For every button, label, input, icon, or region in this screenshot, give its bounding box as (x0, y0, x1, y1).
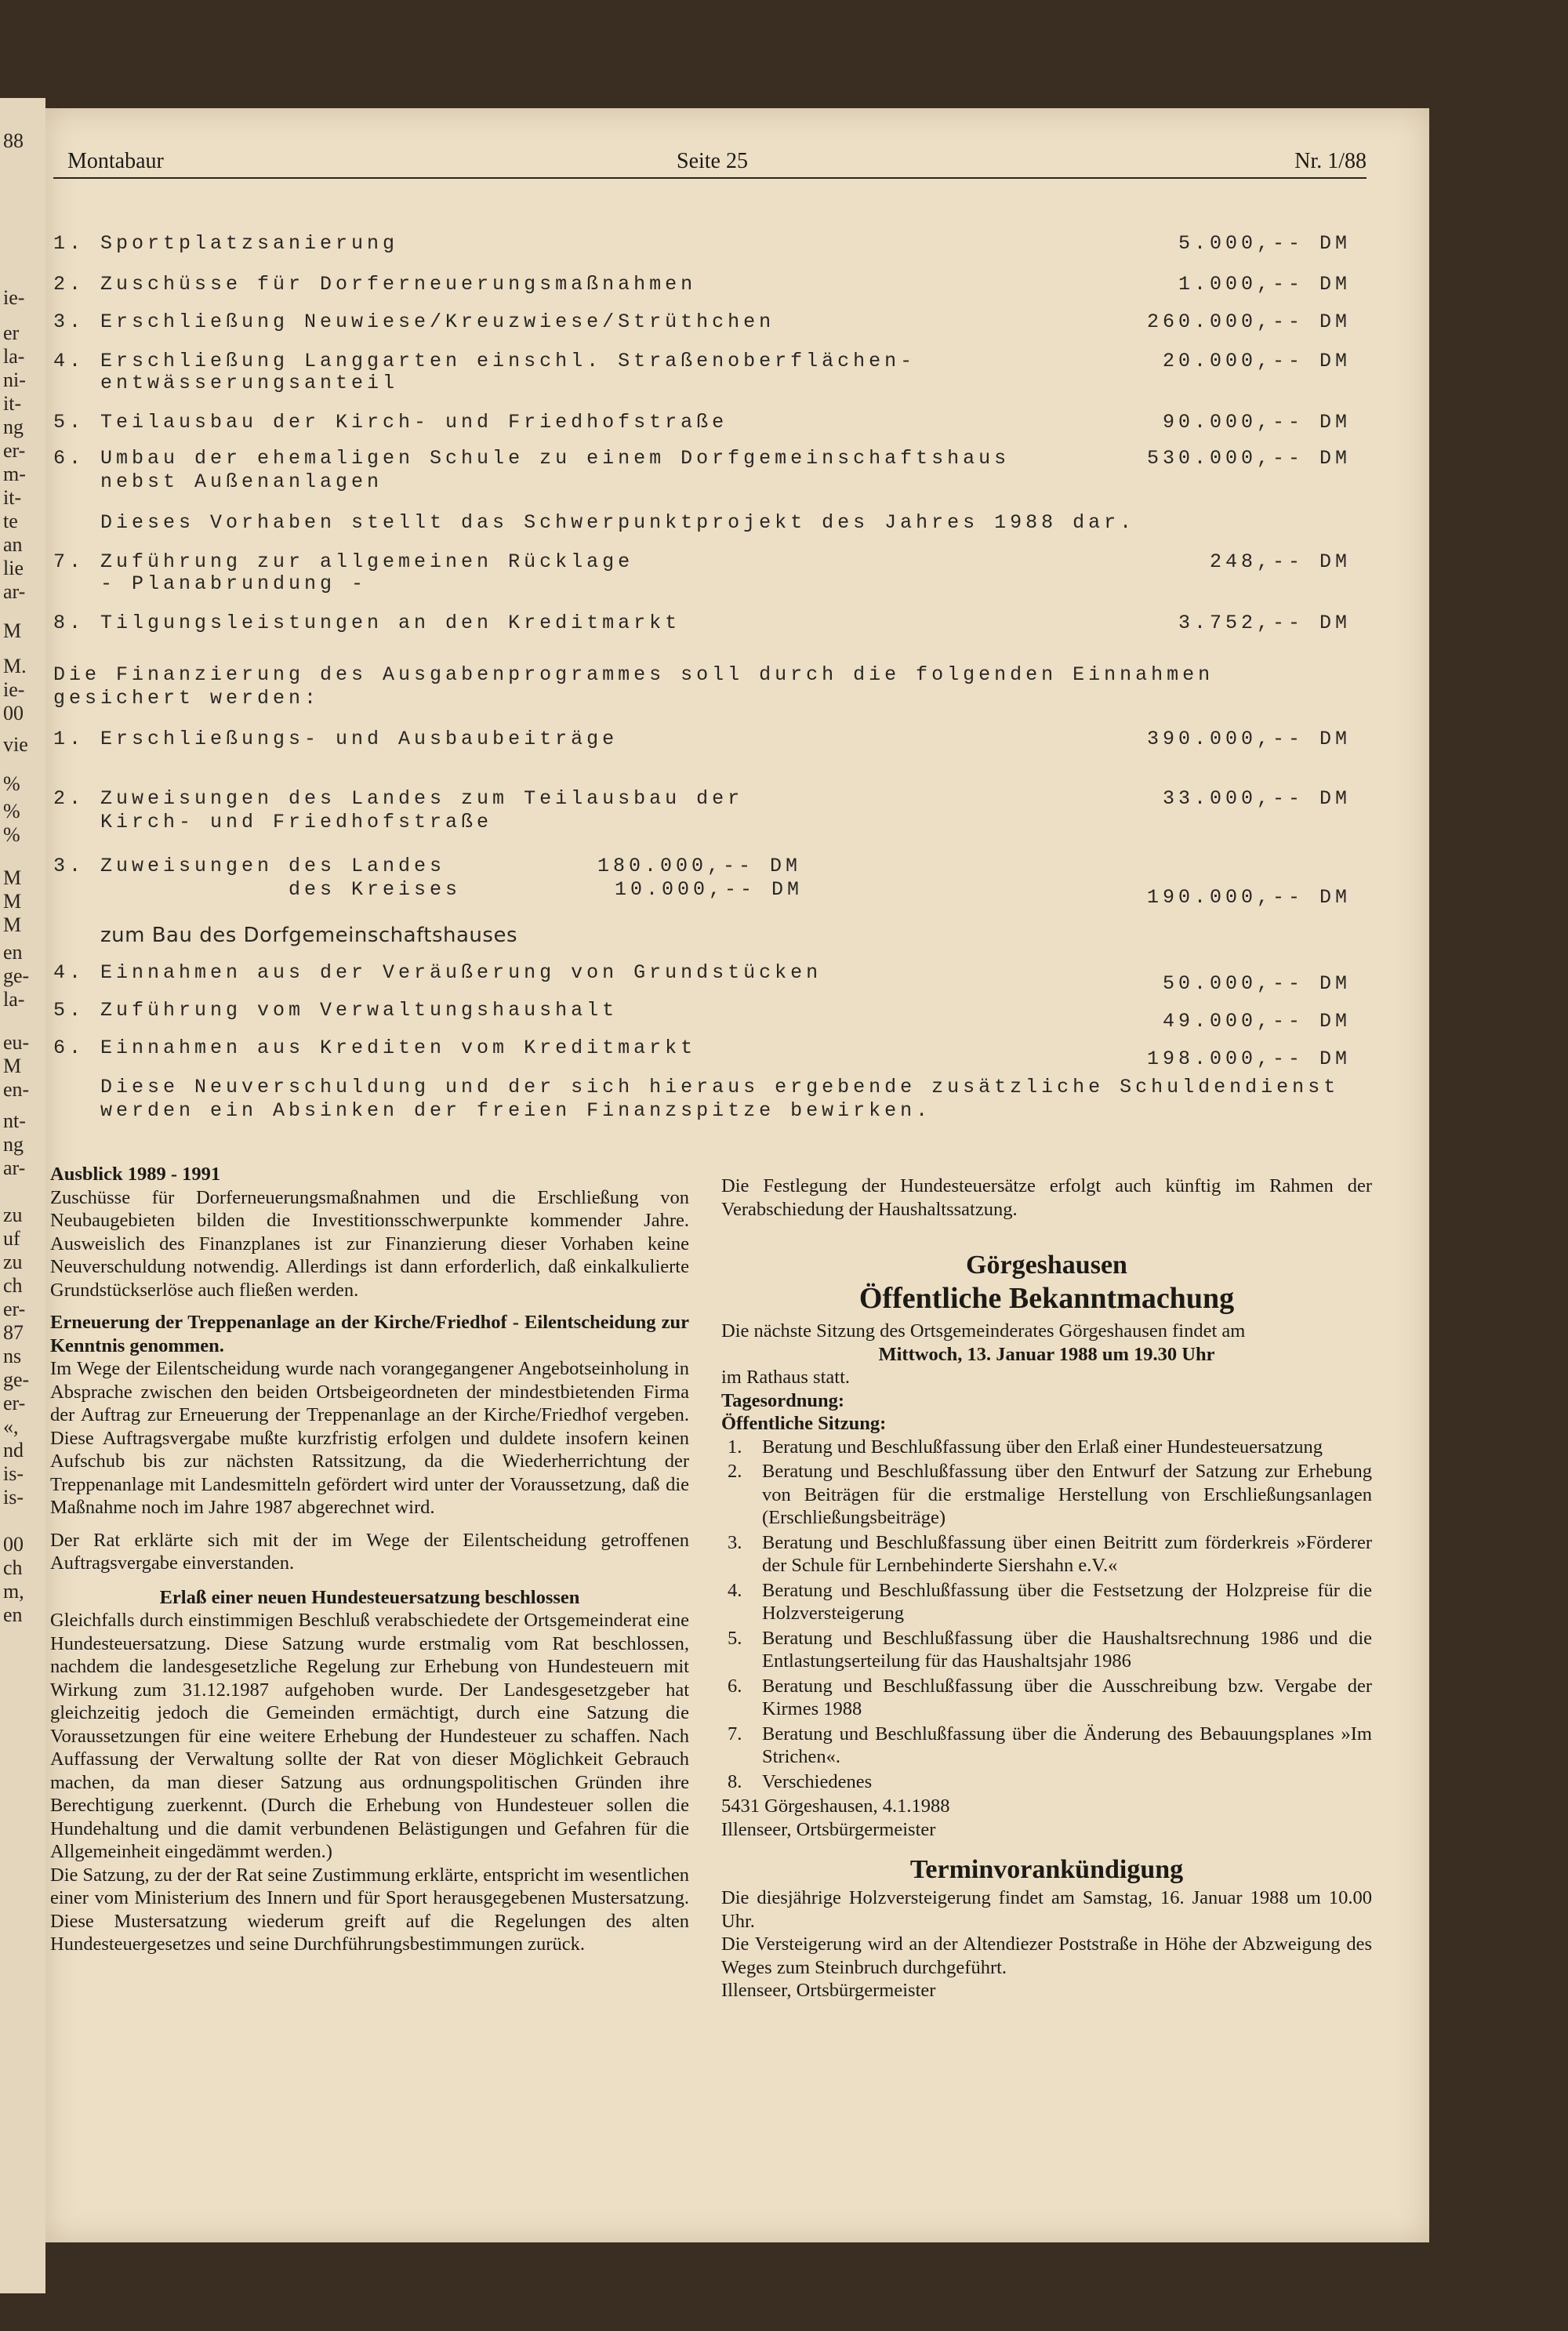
adjacent-page-fragment: is- (3, 1462, 24, 1485)
header-town: Montabaur (67, 149, 164, 173)
adjacent-page-fragment: zu (3, 1204, 23, 1226)
adjacent-page-fragment: nd (3, 1439, 24, 1461)
adjacent-page-fragment: 00 (3, 1533, 24, 1556)
paragraph: Der Rat erklärte sich mit der im Wege der Eilentscheidung getroffenen Auftragsvergabe einverstanden. (50, 1529, 689, 1574)
paragraph: Zuschüsse für Dorferneuerungsmaßnahmen und die Erschließung von Neubaugebieten bilden die Investitionsschwerpunkte kommender Jahre. Ausweislich des Finanzplanes ist zur Finanzierung dieser Vorhaben keine Neuverschuldung notwendig. Allerdings ist dann erforderlich, daß einkalkulierte Grundstückserlöse auch fließen werden. (50, 1186, 689, 1301)
newspaper-page: Montabaur Seite 25 Nr. 1/88 1. Sportplatzsanierung 5.000,-- DM 2. Zuschüsse für Dorferneuerungsmaßnahmen 1.000,-- DM 3. Erschließung Neuwiese/Kreuzwiese/Strüthchen 260.000,-- DM 4. Erschließung Langgarten einschl. Straßenoberflächen- 20.000,-- DM entwässerungsanteil 5. Teilausbau der Kirch- und Friedhofstraße 90.000,-- DM 6. Umbau der ehemaligen Schule zu einem Dorfgemeinschaftshaus 530.000,-- DM nebst Außenanlagen Dieses Vorhaben stellt das Schwerpunktprojekt des Jahres 1988 dar. 7. Zuführung zur allgemeinen Rücklage 248,-- DM - Planabrundung - 8. Tilgungsleistungen an den Kreditmarkt 3.752,-- DM Die Finanzierung des Ausgabenprogrammes soll durch die folgenden Einnahmen gesichert werden: 1. Erschließungs- und Ausbaubeiträge 390.000,-- DM 2. Zuweisungen des Landes zum Teilausbau der 33.000,-- DM Kirch- und Friedhofstraße 3. Zuweisungen des Landes 180.000,-- DM des Kreises 10.000,-- DM 190.000,-- DM zum Bau des Dorfgemeinschaftshauses 4. Einnahmen aus der Veräußerung von Grundstücken 50.000,-- DM 5. Zuführung vom Verwaltungshaushalt 49.000,-- DM 6. Einnahmen aus Krediten vom Kreditmarkt 198.000,-- DM Diese Neuverschuldung und der sich hieraus ergebende zusätzliche Schuldendienst werden ein Absinken der freien Finanzspitze bewirken. Ausblick 1989 - 1991 Zuschüsse für Dorferneuerungsmaßnahmen und die Erschließung von Neubaugebieten bilden die Investitionsschwerpunkte kommender Jahre. Ausweislich des Finanzplanes ist zur Finanzierung dieser Vorhaben keine Neuverschuldung notwendig. Allerdings ist dann erforderlich, daß einkalkulierte Grundstückserlöse auch fließen werden. Erneuerung der Treppenanlage an der Kirche/Friedhof - Eilentscheidung zur Kenntnis genommen. Im Wege der Eilentscheidung wurde nach vorangegangener Angebotseinholung in Absprache zwischen den beiden Ortsbeigeordneten der mindestbietenden Firma der Auftrag zur Erneuerung der Treppenanlage an der Kirche/Friedhof vergeben. Diese Auftragsvergabe mußte kurzfristig erfolgen und duldete insofern keinen Aufschub bis zur nächsten Ratssitzung, da die Wiederherrichtung der Treppenanlage mit Landesmitteln gefördert wird unter der Voraussetzung, daß die Maßnahme noch im Jahre 1987 abgerechnet wird. Der Rat erklärte sich mit der im Wege der Eilentscheidung getroffenen Auftragsvergabe einverstanden. Erlaß einer neuen Hundesteuersatzung beschlossen Gleichfalls durch einstimmigen Beschluß verabschiedete der Ortsgemeinderat eine Hundesteuersatzung. Diese Satzung wurde erstmalig vom Rat beschlossen, nachdem die landesgesetzliche Regelung zur Erhebung von Hundesteuern mit Wirkung zum 31.12.1987 aufgehoben wurde. Der Landesgesetzgeber hat gleichzeitig jedoch die Gemeinden ermächtigt, durch eine Satzung die Voraussetzungen für eine weitere Erhebung der Hundesteuer zu schaffen. Nach Auffassung der Verwaltung sollte der Rat von dieser Möglichkeit Gebrauch machen, da man dieser Satzung aus ordnungspolitischen Gründen ihre Berechtigung zuerkennt. (Durch die Erhebung von Hundesteuer sollen die Hundehaltung und die damit verbundenen Belästigungen und Gefahren für die Allgemeinheit eingedämmt werden.) Die Satzung, zu der der Rat seine Zustimmung erklärte, entspricht im wesentlichen einer vom Ministerium des Innern und für Sport herausgegebenen Mustersatzung. Diese Mustersatzung wiederum greift auf die Regelungen des alten Hundesteuergesetzes und seine Durchführungsbestimmungen zurück. Die Festlegung der Hundesteuersätze erfolgt auch künftig im Rahmen der Verabschiedung der Haushaltssatzung. Görgeshausen Öffentliche Bekanntmachung Die nächste Sitzung des Ortsgemeinderates Görgeshausen findet am Mittwoch, 13. Januar 1988 um 19.30 Uhr im Rathaus statt. Tagesordnung: Öffentliche Sitzung: 1. Beratung und Beschlußfassung über den Erlaß einer Hundesteuersatzung 2. Beratung und Beschlußfassung über den Entwurf der Satzung zur Erhebung von Beiträgen für die erstmalige Herstellung von Erschließungsanlagen (Erschließungsbeiträge) 3. Beratung und Beschlußfassung über einen Beitritt zum förderkreis »Förderer der Schule für Lernbehinderte Siershahn e.V.« 4. Beratung und Beschlußfassung über die Festsetzung der Holzpreise für die Holzversteigerung 5. Beratung und Beschlußfassung über die Haushaltsrechnung 1986 und die Entlastungserteilung für das Haushaltsjahr 1986 6. Beratung und Beschlußfassung über die Ausschreibung bzw. Vergabe der Kirmes 1988 7. Beratung und Beschlußfassung über die Änderung des Bebauungsplanes »Im Strichen«. 8. Verschiedenes 5431 Görgeshausen, 4.1.1988 Illenseer, Ortsbürgermeister Terminvorankündigung Die diesjährige Holzversteigerung findet am Samstag, 16. Januar 1988 um 10.00 Uhr. Die Versteigerung wird an der Altendiezer Poststraße in Höhe der Abzweigung des Weges zum Steinbruch durchgeführt. Illenseer, Ortsbürgermeister (45, 108, 1429, 2242)
right-column (721, 1175, 1372, 2012)
signature-name: Illenseer, Ortsbürgermeister (721, 1980, 936, 2001)
adjacent-page-fragment: ns (3, 1345, 22, 1367)
adjacent-page-fragment: en- (3, 1078, 30, 1101)
adjacent-page-fragment: ch (3, 1274, 23, 1297)
adjacent-page-fragment: ar- (3, 1156, 26, 1179)
adjacent-page-fragment: zu (3, 1251, 23, 1273)
adjacent-page-fragment: ch (3, 1556, 23, 1579)
signature-place-date: 5431 Görgeshausen, 4.1.1988 (721, 1795, 950, 1817)
adjacent-page-fragment: % (3, 800, 20, 822)
adjacent-page-fragment: te (3, 510, 18, 532)
meeting-date: Mittwoch, 13. Januar 1988 um 19.30 Uhr (878, 1343, 1215, 1365)
agenda-item: 2. Beratung und Beschlußfassung über den Entwurf der Satzung zur Erhebung von Beiträgen für die erstmalige Herstellung von Erschließungsanlagen (Erschließungsbeiträge) (728, 1461, 1372, 1528)
adjacent-page-fragment: 00 (3, 702, 24, 724)
paragraph: Im Wege der Eilentscheidung wurde nach vorangegangener Angebotseinholung in Absprache zwischen den beiden Ortsbeigeordneten der mindestbietenden Firma der Auftrag zur Erneuerung der Treppenanlage an der Kirche/Friedhof vergeben. Diese Auftragsvergabe mußte kurzfristig erfolgen und duldete insofern keinen Aufschub bis zur nächsten Ratssitzung, da die Wiederherrichtung der Treppenanlage mit Landesmitteln gefördert wird unter der Voraussetzung, daß die Maßnahme noch im Jahre 1987 abgerechnet wird. (50, 1358, 689, 1518)
adjacent-page-fragment: M (3, 1055, 22, 1077)
adjacent-page-fragment: m- (3, 463, 26, 485)
adjacent-page-fragment: % (3, 823, 20, 846)
adjacent-page-fragment: M. (3, 655, 27, 677)
adjacent-page-fragment: % (3, 772, 20, 795)
adjacent-page-fragment: er- (3, 439, 26, 462)
paragraph: Die Versteigerung wird an der Altendiezer Poststraße in Höhe der Abzweigung des Weges zum Steinbruch durchgeführt. (721, 1933, 1372, 1978)
adjacent-page-fragment: en (3, 941, 23, 964)
announcement-title: Terminvorankündigung (909, 1855, 1184, 1884)
adjacent-page-fragment: ng (3, 1133, 24, 1156)
adjacent-page-fragment: uf (3, 1227, 20, 1250)
agenda-item: 7. Beratung und Beschlußfassung über die Änderung des Bebauungsplanes »Im Strichen«. (728, 1723, 1372, 1767)
adjacent-page-fragment: ge- (3, 964, 30, 987)
page-header (53, 146, 1367, 179)
adjacent-page-fragment: la- (3, 988, 25, 1011)
agenda-list (721, 1436, 1372, 1794)
adjacent-page-fragment: M (3, 890, 22, 913)
adjacent-page-fragment: er- (3, 1392, 26, 1414)
agenda-item: 5. Beratung und Beschlußfassung über die Haushaltsrechnung 1986 und die Entlastungserteilung für das Haushaltsjahr 1986 (728, 1627, 1372, 1672)
paragraph: Die diesjährige Holzversteigerung findet am Samstag, 16. Januar 1988 um 10.00 Uhr. (721, 1887, 1372, 1932)
section-heading: Ausblick 1989 - 1991 (50, 1164, 221, 1185)
adjacent-page-fragment: M (3, 619, 22, 642)
adjacent-page-fragment: M (3, 913, 22, 936)
paragraph: Die Festlegung der Hundesteuersätze erfolgt auch künftig im Rahmen der Verabschiedung der Haushaltssatzung. (721, 1175, 1372, 1220)
adjacent-page-fragment: er (3, 321, 20, 344)
agenda-label: Tagesordnung: (721, 1389, 845, 1411)
section-heading: Erneuerung der Treppenanlage an der Kirche/Friedhof - Eilentscheidung zur Kenntnis genommen. (50, 1312, 689, 1356)
agenda-item: 8. Verschiedenes (728, 1770, 873, 1792)
adjacent-page-fragment: ge- (3, 1368, 30, 1391)
adjacent-page-fragment: lie (3, 557, 24, 579)
adjacent-page-fragment: is- (3, 1486, 24, 1509)
agenda-item: 1. Beratung und Beschlußfassung über den Erlaß einer Hundesteuersatzung (728, 1436, 1323, 1458)
adjacent-page-fragment: 87 (3, 1321, 24, 1344)
left-column (50, 1163, 689, 1966)
paragraph: Die nächste Sitzung des Ortsgemeinderates Görgeshausen findet am (721, 1320, 1246, 1342)
notice-location-title: Görgeshausen (966, 1251, 1127, 1280)
paragraph: Die Satzung, zu der der Rat seine Zustimmung erklärte, entspricht im wesentlichen einer vom Ministerium des Innern und für Sport herausgegebenen Mustersatzung. Diese Mustersatzung wiederum greift auf die Regelungen des alten Hundesteuergesetzes und seine Durchführungsbestimmungen zurück. (50, 1864, 689, 1955)
meeting-place: im Rathaus statt. (721, 1367, 850, 1388)
adjacent-page-fragment: m, (3, 1580, 24, 1603)
adjacent-page-fragment: «, (3, 1415, 19, 1438)
adjacent-page-fragment: it- (3, 392, 22, 415)
section-heading: Erlaß einer neuen Hundesteuersatzung beschlossen (159, 1586, 580, 1608)
adjacent-page-fragment: en (3, 1603, 23, 1626)
adjacent-page-fragment: ni- (3, 369, 26, 391)
notice-title: Öffentliche Bekanntmachung (858, 1282, 1235, 1315)
adjacent-page-strip (0, 98, 45, 2293)
adjacent-page-fragment: M (3, 866, 22, 889)
adjacent-page-fragment: ie- (3, 286, 25, 309)
adjacent-page-fragment: ie- (3, 678, 25, 701)
header-issue: Nr. 1/88 (1294, 149, 1367, 173)
adjacent-page-fragment: la- (3, 345, 25, 368)
adjacent-page-fragment: nt- (3, 1109, 26, 1132)
signature-name: Illenseer, Ortsbürgermeister (721, 1818, 936, 1840)
header-page-number: Seite 25 (677, 149, 748, 173)
adjacent-page-fragment: it- (3, 486, 22, 509)
agenda-item: 6. Beratung und Beschlußfassung über die Ausschreibung bzw. Vergabe der Kirmes 1988 (728, 1675, 1372, 1719)
adjacent-page-fragment: ng (3, 416, 24, 438)
adjacent-page-fragment: eu- (3, 1031, 30, 1054)
adjacent-page-fragment: 88 (3, 129, 24, 152)
adjacent-page-fragment: er- (3, 1298, 26, 1320)
adjacent-page-fragment: an (3, 533, 23, 556)
public-session-label: Öffentliche Sitzung: (721, 1413, 887, 1434)
agenda-item: 4. Beratung und Beschlußfassung über die Festsetzung der Holzpreise für die Holzversteigerung (728, 1579, 1372, 1624)
agenda-item: 3. Beratung und Beschlußfassung über einen Beitritt zum förderkreis »Förderer der Schule für Lernbehinderte Siershahn e.V.« (728, 1531, 1372, 1576)
adjacent-page-fragment: vie (3, 733, 28, 756)
adjacent-page-fragment: ar- (3, 580, 26, 603)
paragraph: Gleichfalls durch einstimmigen Beschluß verabschiedete der Ortsgemeinderat eine Hundesteuersatzung. Diese Satzung wurde erstmalig vom Rat beschlossen, nachdem die landesgesetzliche Regelung zur Erhebung von Hundesteuern mit Wirkung zum 31.12.1987 aufgehoben wurde. Der Landesgesetzgeber hat gleichzeitig jedoch die Gemeinden ermächtigt, durch eine Satzung die Voraussetzungen für eine weitere Erhebung der Hundesteuer zu schaffen. Nach Auffassung der Verwaltung sollte der Rat von dieser Möglichkeit Gebrauch machen, da man dieser Satzung aus ordnungspolitischen Gründen ihre Berechtigung zuerkennt. (Durch die Erhebung von Hundesteuer sollen die Hundehaltung und die damit verbundenen Belästigungen und Gefahren für die Allgemeinheit eingedämmt werden.) (50, 1610, 689, 1862)
